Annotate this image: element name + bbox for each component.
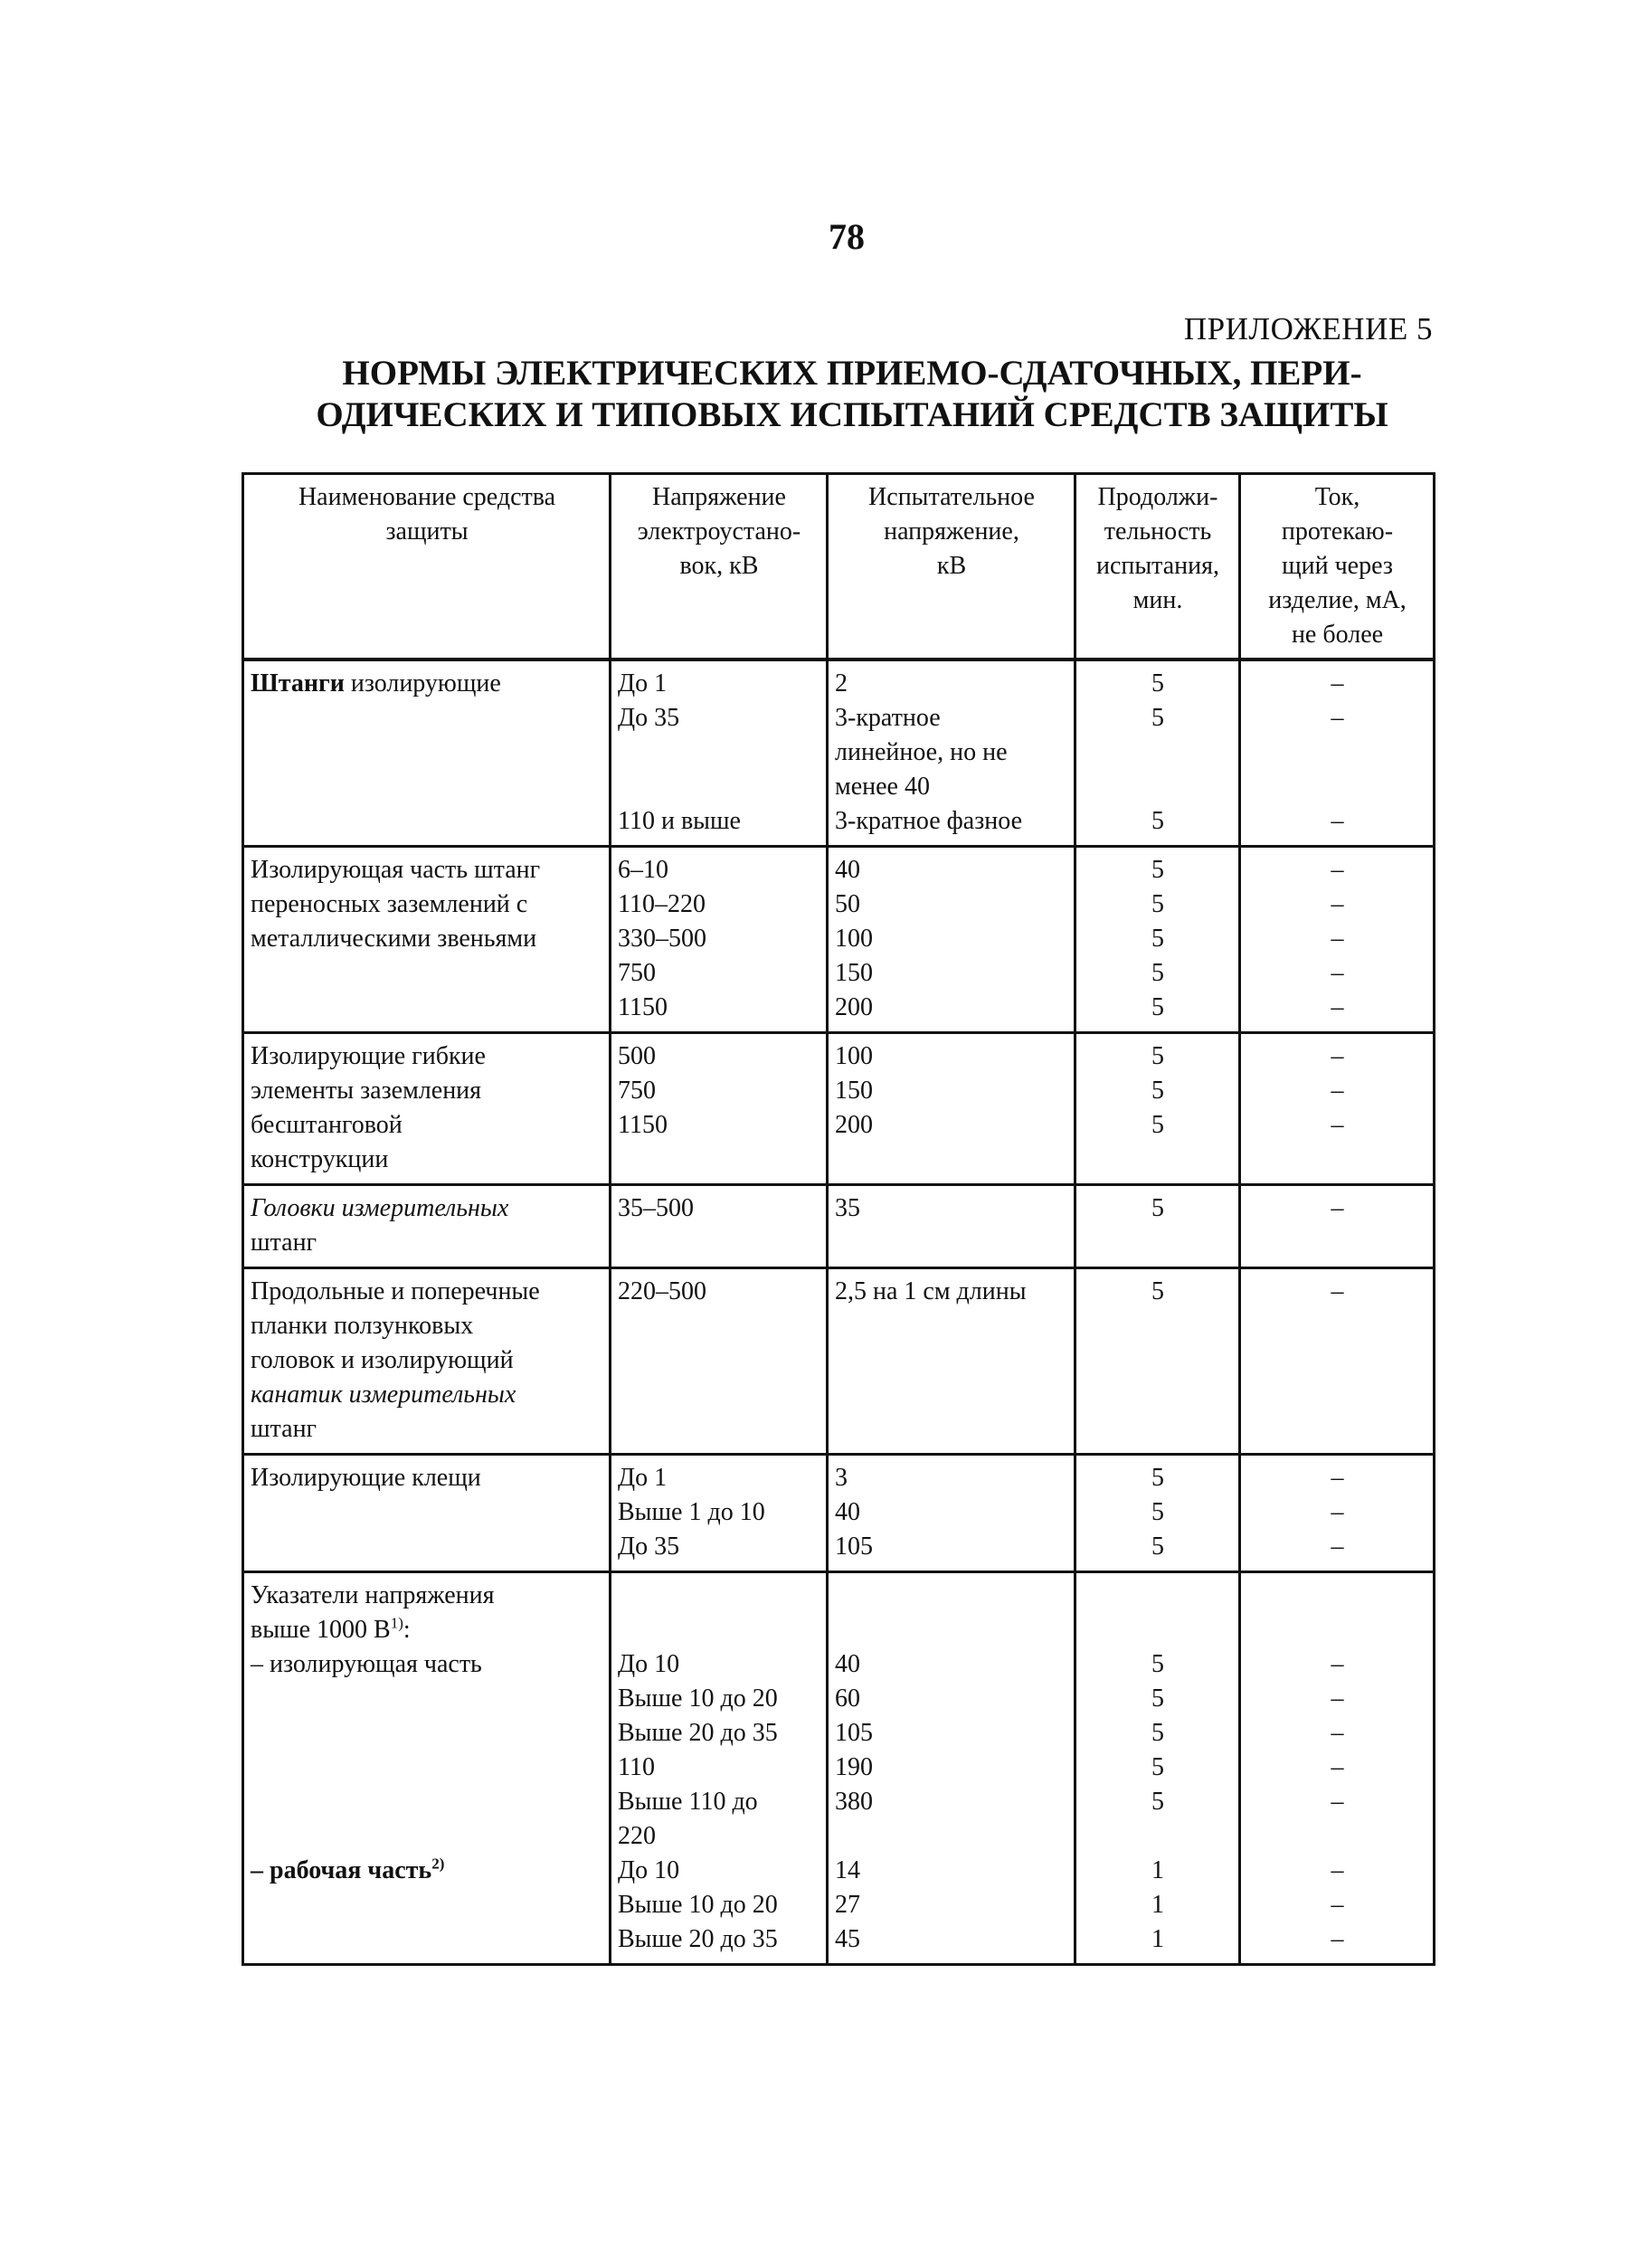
cell-line: 150 bbox=[835, 959, 873, 987]
cell-line: 380 bbox=[835, 1788, 873, 1816]
table-header bbox=[243, 474, 1435, 660]
cell-line: 200 bbox=[835, 1111, 873, 1139]
cell-line: – bbox=[1331, 1464, 1344, 1492]
cell-line bbox=[1247, 1579, 1427, 1613]
cell-line: 40 bbox=[835, 1498, 860, 1526]
cell-line bbox=[251, 1854, 603, 1888]
cell-line: – bbox=[1331, 856, 1344, 884]
cell-installation-voltage bbox=[611, 1455, 828, 1572]
cell-line bbox=[835, 1579, 1068, 1613]
cell-line: – bbox=[1331, 1533, 1344, 1561]
header-line: тельность bbox=[1104, 517, 1212, 546]
header-name bbox=[243, 474, 611, 660]
cell-line: 45 bbox=[835, 1925, 860, 1953]
cell-line bbox=[251, 1579, 603, 1613]
cell-line bbox=[618, 770, 820, 804]
cell-test-voltage bbox=[828, 1185, 1075, 1268]
cell-line: менее 40 bbox=[835, 773, 930, 801]
cell-line: – bbox=[1331, 1194, 1344, 1222]
cell-line: 1 bbox=[1151, 1856, 1164, 1884]
cell-line: штанг bbox=[251, 1415, 317, 1443]
cell-line bbox=[251, 1888, 603, 1922]
name-text: выше 1000 В bbox=[251, 1616, 391, 1644]
header-line: электроустано- bbox=[637, 517, 801, 546]
cell-line: Выше 10 до 20 bbox=[618, 1684, 778, 1713]
cell-line: 60 bbox=[835, 1684, 860, 1713]
cell-line bbox=[251, 1716, 603, 1751]
cell-line: 5 bbox=[1151, 856, 1164, 884]
cell-line: 220–500 bbox=[618, 1277, 706, 1305]
cell-line bbox=[618, 735, 820, 770]
cell-line: 5 bbox=[1151, 1788, 1164, 1816]
cell-line: переносных заземлений с bbox=[251, 890, 528, 918]
cell-line: До 1 bbox=[618, 669, 668, 697]
cell-line: До 1 bbox=[618, 1464, 668, 1492]
table-row bbox=[243, 1268, 1435, 1455]
cell-line: 190 bbox=[835, 1753, 873, 1781]
cell-line: 5 bbox=[1151, 925, 1164, 953]
document-title bbox=[33, 353, 1639, 436]
header-line: напряжение, bbox=[884, 517, 1019, 546]
cell-line: Изолирующие гибкие bbox=[251, 1042, 486, 1070]
cell-line: 5 bbox=[1151, 1464, 1164, 1492]
cell-line: Выше 110 до bbox=[618, 1788, 758, 1816]
cell-test-voltage bbox=[828, 1572, 1075, 1965]
cell-line: штанг bbox=[251, 1229, 317, 1257]
cell-line: 105 bbox=[835, 1533, 873, 1561]
cell-line: головок и изолирующий bbox=[251, 1346, 514, 1374]
cell-current bbox=[1240, 1033, 1435, 1185]
header-line: Ток, bbox=[1314, 483, 1360, 511]
cell-line bbox=[1083, 770, 1233, 804]
cell-line: – bbox=[1331, 1277, 1344, 1305]
cell-line: 40 bbox=[835, 856, 860, 884]
cell-line: 330–500 bbox=[618, 925, 706, 953]
cell-line: 500 bbox=[618, 1042, 656, 1070]
cell-line: – bbox=[1331, 993, 1344, 1021]
name-part: изолирующие bbox=[344, 669, 501, 697]
cell-line: 100 bbox=[835, 925, 873, 953]
cell-current bbox=[1240, 1268, 1435, 1455]
cell-line: 220 bbox=[618, 1822, 656, 1850]
cell-line: 5 bbox=[1151, 1753, 1164, 1781]
table-row bbox=[243, 660, 1435, 847]
cell-line: 105 bbox=[835, 1719, 873, 1747]
cell-line bbox=[251, 1751, 603, 1785]
cell-line bbox=[1083, 735, 1233, 770]
name-text: Указатели напряжения bbox=[251, 1581, 495, 1609]
cell-line: 100 bbox=[835, 1042, 873, 1070]
header-line: вок, кВ bbox=[679, 552, 759, 580]
page-number: 78 bbox=[829, 216, 865, 257]
cell-line: 2 bbox=[835, 669, 848, 697]
cell-line: – bbox=[1331, 1925, 1344, 1953]
cell-line: линейное, но не bbox=[835, 738, 1008, 766]
cell-line: 6–10 bbox=[618, 856, 668, 884]
cell-line bbox=[1083, 1613, 1233, 1647]
cell-line: 5 bbox=[1151, 1042, 1164, 1070]
cell-line: элементы заземления bbox=[251, 1077, 482, 1105]
cell-test-voltage bbox=[828, 847, 1075, 1033]
name-text: – рабочая часть bbox=[251, 1856, 432, 1884]
cell-line: канатик измерительных bbox=[251, 1381, 516, 1409]
cell-duration bbox=[1075, 1572, 1240, 1965]
cell-line: 50 bbox=[835, 890, 860, 918]
cell-line: – bbox=[1331, 669, 1344, 697]
cell-line: Изолирующая часть штанг bbox=[251, 856, 541, 884]
header-voltage bbox=[611, 474, 828, 660]
cell-line: 5 bbox=[1151, 1111, 1164, 1139]
cell-line: 5 bbox=[1151, 959, 1164, 987]
cell-duration bbox=[1075, 1268, 1240, 1455]
cell-installation-voltage bbox=[611, 847, 828, 1033]
cell-line: – bbox=[1331, 1650, 1344, 1678]
cell-line: 35–500 bbox=[618, 1194, 694, 1222]
cell-line: Выше 1 до 10 bbox=[618, 1498, 765, 1526]
cell-line: 3 bbox=[835, 1464, 848, 1492]
cell-line: 2,5 на 1 см длины bbox=[835, 1277, 1027, 1305]
cell-line: 3-кратное bbox=[835, 704, 941, 732]
cell-line: Продольные и поперечные bbox=[251, 1277, 540, 1305]
cell-protection-name bbox=[243, 660, 611, 847]
cell-line bbox=[835, 1613, 1068, 1647]
cell-line: – bbox=[1331, 1856, 1344, 1884]
header-line: щий через bbox=[1282, 552, 1393, 580]
cell-line: 35 bbox=[835, 1194, 860, 1222]
cell-line bbox=[835, 1819, 1068, 1854]
cell-line: 750 bbox=[618, 1077, 656, 1105]
cell-line: – bbox=[1331, 890, 1344, 918]
cell-line: – bbox=[1331, 1077, 1344, 1105]
cell-line: Выше 10 до 20 bbox=[618, 1891, 778, 1919]
cell-line: – bbox=[1331, 1498, 1344, 1526]
table-row bbox=[243, 1455, 1435, 1572]
cell-line: – bbox=[1331, 959, 1344, 987]
header-test-voltage bbox=[828, 474, 1075, 660]
header-duration bbox=[1075, 474, 1240, 660]
cell-line: 5 bbox=[1151, 1650, 1164, 1678]
header-line: Продолжи- bbox=[1097, 483, 1218, 511]
cell-line: 3-кратное фазное bbox=[835, 807, 1023, 835]
cell-line bbox=[1247, 770, 1427, 804]
cell-line bbox=[251, 1647, 603, 1682]
cell-line: 27 bbox=[835, 1891, 860, 1919]
cell-protection-name bbox=[243, 1268, 611, 1455]
table-body bbox=[243, 660, 1435, 1965]
cell-line bbox=[251, 1682, 603, 1716]
cell-line bbox=[1247, 1613, 1427, 1647]
cell-line: – bbox=[1331, 1042, 1344, 1070]
cell-current bbox=[1240, 1185, 1435, 1268]
cell-line: – bbox=[1331, 704, 1344, 732]
table-row bbox=[243, 1033, 1435, 1185]
cell-duration bbox=[1075, 847, 1240, 1033]
name-suffix: : bbox=[403, 1616, 411, 1644]
table-header-row bbox=[243, 474, 1435, 660]
header-line: кВ bbox=[936, 552, 967, 580]
header-line: Напряжение bbox=[652, 483, 786, 511]
cell-line: 5 bbox=[1151, 1684, 1164, 1713]
cell-current bbox=[1240, 1572, 1435, 1965]
name-text: – изолирующая часть bbox=[251, 1650, 482, 1678]
cell-line: 5 bbox=[1151, 669, 1164, 697]
cell-line: 1150 bbox=[618, 1111, 668, 1139]
table-row bbox=[243, 1185, 1435, 1268]
cell-line bbox=[251, 667, 603, 701]
appendix-label: ПРИЛОЖЕНИЕ 5 bbox=[1183, 311, 1433, 346]
cell-line: До 10 bbox=[618, 1650, 680, 1678]
header-line: Испытательное bbox=[868, 483, 1035, 511]
cell-line: 5 bbox=[1151, 704, 1164, 732]
cell-current bbox=[1240, 660, 1435, 847]
cell-line: 110 и выше bbox=[618, 807, 741, 835]
cell-line bbox=[1247, 735, 1427, 770]
cell-current bbox=[1240, 847, 1435, 1033]
table-row bbox=[243, 1572, 1435, 1965]
document-title-line: ОДИЧЕСКИХ И ТИПОВЫХ ИСПЫТАНИЙ СРЕДСТВ ЗАЩИТЫ bbox=[316, 395, 1388, 434]
cell-line: До 10 bbox=[618, 1856, 680, 1884]
cell-line: – bbox=[1331, 1719, 1344, 1747]
cell-line: 5 bbox=[1151, 1533, 1164, 1561]
cell-line bbox=[251, 1819, 603, 1854]
header-line: протекаю- bbox=[1281, 517, 1394, 546]
cell-line: 5 bbox=[1151, 1077, 1164, 1105]
document-title-line: НОРМЫ ЭЛЕКТРИЧЕСКИХ ПРИЕМО-СДАТОЧНЫХ, ПЕРИ- bbox=[342, 354, 1362, 393]
header-line: не более bbox=[1291, 621, 1384, 649]
cell-line: 200 bbox=[835, 993, 873, 1021]
header-line: мин. bbox=[1132, 586, 1183, 614]
cell-line: планки ползунковых bbox=[251, 1312, 474, 1340]
cell-line: 1 bbox=[1151, 1891, 1164, 1919]
cell-test-voltage bbox=[828, 1455, 1075, 1572]
cell-test-voltage bbox=[828, 1268, 1075, 1455]
cell-line: Выше 20 до 35 bbox=[618, 1719, 778, 1747]
cell-line: – bbox=[1331, 1753, 1344, 1781]
cell-line: До 35 bbox=[618, 704, 680, 732]
table-row bbox=[243, 847, 1435, 1033]
cell-line: – bbox=[1331, 807, 1344, 835]
cell-line: 110 bbox=[618, 1753, 655, 1781]
cell-protection-name bbox=[243, 1572, 611, 1965]
cell-line: 5 bbox=[1151, 1194, 1164, 1222]
cell-line: Выше 20 до 35 bbox=[618, 1925, 778, 1953]
cell-duration bbox=[1075, 1185, 1240, 1268]
cell-line bbox=[618, 1579, 820, 1613]
cell-line bbox=[1247, 1819, 1427, 1854]
cell-line bbox=[251, 1613, 603, 1647]
header-line: испытания, bbox=[1095, 552, 1220, 580]
cell-installation-voltage bbox=[611, 1033, 828, 1185]
cell-line: бесштанговой bbox=[251, 1111, 403, 1139]
header-line: Наименование средства bbox=[298, 483, 556, 511]
cell-line: 5 bbox=[1151, 1498, 1164, 1526]
cell-line: Головки измерительных bbox=[251, 1194, 509, 1222]
cell-line: 5 bbox=[1151, 1277, 1164, 1305]
cell-line: 750 bbox=[618, 959, 656, 987]
cell-current bbox=[1240, 1455, 1435, 1572]
cell-line: До 35 bbox=[618, 1533, 680, 1561]
cell-line: 5 bbox=[1151, 807, 1164, 835]
cell-line: – bbox=[1331, 1684, 1344, 1713]
cell-installation-voltage bbox=[611, 1572, 828, 1965]
name-part: Штанги bbox=[251, 669, 345, 697]
cell-line bbox=[618, 1613, 820, 1647]
cell-line: – bbox=[1331, 1788, 1344, 1816]
norms-table bbox=[242, 472, 1435, 1966]
cell-installation-voltage bbox=[611, 660, 828, 847]
cell-line: металлическими звеньями bbox=[251, 925, 537, 953]
cell-line: 14 bbox=[835, 1856, 860, 1884]
cell-line: 110–220 bbox=[618, 890, 706, 918]
header-current bbox=[1240, 474, 1435, 660]
cell-line: – bbox=[1331, 1111, 1344, 1139]
cell-protection-name bbox=[243, 1455, 611, 1572]
cell-line: конструкции bbox=[251, 1145, 389, 1173]
cell-line: 1 bbox=[1151, 1925, 1164, 1953]
cell-line: 150 bbox=[835, 1077, 873, 1105]
cell-line: 1150 bbox=[618, 993, 668, 1021]
cell-test-voltage bbox=[828, 1033, 1075, 1185]
cell-line: 5 bbox=[1151, 890, 1164, 918]
cell-test-voltage bbox=[828, 660, 1075, 847]
cell-line: 40 bbox=[835, 1650, 860, 1678]
header-line: защиты bbox=[385, 517, 469, 546]
footnote-mark: 2) bbox=[431, 1855, 445, 1873]
cell-installation-voltage bbox=[611, 1268, 828, 1455]
cell-installation-voltage bbox=[611, 1185, 828, 1268]
cell-line: Изолирующие клещи bbox=[251, 1464, 481, 1492]
footnote-mark: 1) bbox=[390, 1614, 403, 1632]
header-line: изделие, мА, bbox=[1268, 586, 1407, 614]
cell-duration bbox=[1075, 1455, 1240, 1572]
cell-line: – bbox=[1331, 1891, 1344, 1919]
cell-line: – bbox=[1331, 925, 1344, 953]
cell-duration bbox=[1075, 660, 1240, 847]
cell-line: 5 bbox=[1151, 993, 1164, 1021]
cell-protection-name bbox=[243, 847, 611, 1033]
cell-protection-name bbox=[243, 1033, 611, 1185]
cell-protection-name bbox=[243, 1185, 611, 1268]
cell-line bbox=[1083, 1579, 1233, 1613]
cell-line bbox=[1083, 1819, 1233, 1854]
cell-duration bbox=[1075, 1033, 1240, 1185]
cell-line bbox=[251, 1922, 603, 1957]
cell-line bbox=[251, 1785, 603, 1819]
cell-line: 5 bbox=[1151, 1719, 1164, 1747]
